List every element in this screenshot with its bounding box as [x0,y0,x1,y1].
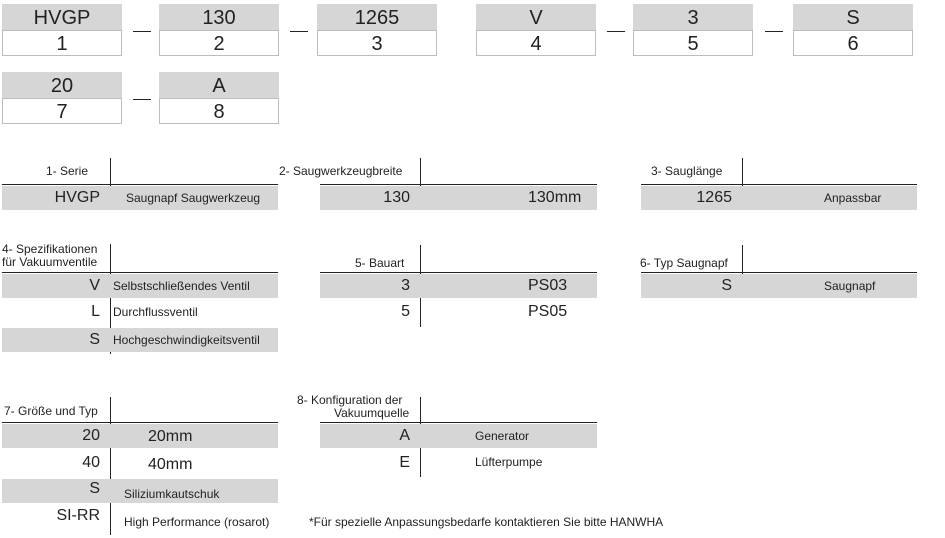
row-desc: PS03 [528,277,568,294]
table-title-spez-line2: für Vakuumventile [2,255,98,269]
row-desc: 40mm [148,456,193,473]
code-value: HVGP [2,4,122,30]
code-value: V [476,4,596,30]
row-code: HVGP [54,189,100,206]
code-box-typ [793,4,913,58]
code-index: 2 [159,30,279,56]
footnote: *Für spezielle Anpassungsbedarfe kontaktieren Sie bitte HANWHA [309,515,664,529]
table-rule [320,272,597,273]
dash-separator [133,99,151,100]
table-title-typ: 6- Typ Saugnapf [640,256,728,270]
row-code: E [399,454,410,471]
dash-separator [290,31,308,32]
code-index: 5 [633,30,753,56]
code-box-groesse [2,72,122,126]
table-title-breite: 2- Saugwerkzeugbreite [279,164,403,178]
row-desc: Lüfterpumpe [475,455,543,469]
table-rule [320,422,597,423]
code-box-serie [2,4,122,58]
code-value: 20 [2,72,122,98]
table-rule [2,184,278,185]
row-code: S [89,331,100,348]
row-code: 130 [383,189,410,206]
dash-separator [765,31,783,32]
row-desc: Generator [475,429,530,443]
row-desc: Siliziumkautschuk [124,487,220,501]
row-code: S [721,277,732,294]
code-box-spez [476,4,596,58]
code-index: 3 [317,30,437,56]
dash-separator [133,31,151,32]
code-box-laenge [317,4,437,58]
row-desc: PS05 [528,303,568,320]
code-value: A [159,72,279,98]
table-title-laenge: 3- Sauglänge [651,164,723,178]
table-divider [110,397,111,535]
table-rule [2,272,278,273]
row-code: 20 [82,427,100,444]
table-rule [641,184,917,185]
table-title-groesse: 7- Größe und Typ [4,404,98,418]
row-desc: Saugnapf [824,279,876,293]
row-desc: Selbstschließendes Ventil [113,279,250,293]
row-code: 5 [401,303,410,320]
table-title-konfig-line2: Vakuumquelle [334,406,410,420]
row-desc: High Performance (rosarot) [124,515,270,529]
table-rule [641,272,917,273]
row-desc: Saugnapf Saugwerkzeug [126,191,261,205]
table-title-konfig: 8- Konfiguration der [297,393,403,407]
row-code: V [89,277,100,294]
table-title-serie: 1- Serie [46,164,89,178]
table-rule [2,422,278,423]
code-index: 6 [793,30,913,56]
row-desc: 20mm [148,428,193,445]
table-title-spez: 4- Spezifikationen [2,242,98,256]
dash-separator [607,31,625,32]
row-code: SI-RR [56,507,100,524]
row-desc: Hochgeschwindigkeitsventil [113,333,260,347]
table-title-bauart: 5- Bauart [355,256,405,270]
code-box-breite [159,4,279,58]
row-desc: 130mm [528,189,582,206]
code-index: 8 [159,98,279,124]
code-value: S [793,4,913,30]
code-index: 7 [2,98,122,124]
table-rule [320,184,597,185]
row-code: A [399,427,410,444]
code-box-bauart [633,4,753,58]
row-code: S [89,480,100,497]
row-code: 3 [401,277,410,294]
code-value: 3 [633,4,753,30]
row-desc: Durchflussventil [113,305,198,319]
row-desc: Anpassbar [824,191,882,205]
code-box-konfig [159,72,279,126]
code-index: 4 [476,30,596,56]
code-value: 130 [159,4,279,30]
code-index: 1 [2,30,122,56]
row-code: 1265 [696,189,732,206]
row-code: L [91,303,100,320]
row-code: 40 [82,454,100,471]
code-value: 1265 [317,4,437,30]
